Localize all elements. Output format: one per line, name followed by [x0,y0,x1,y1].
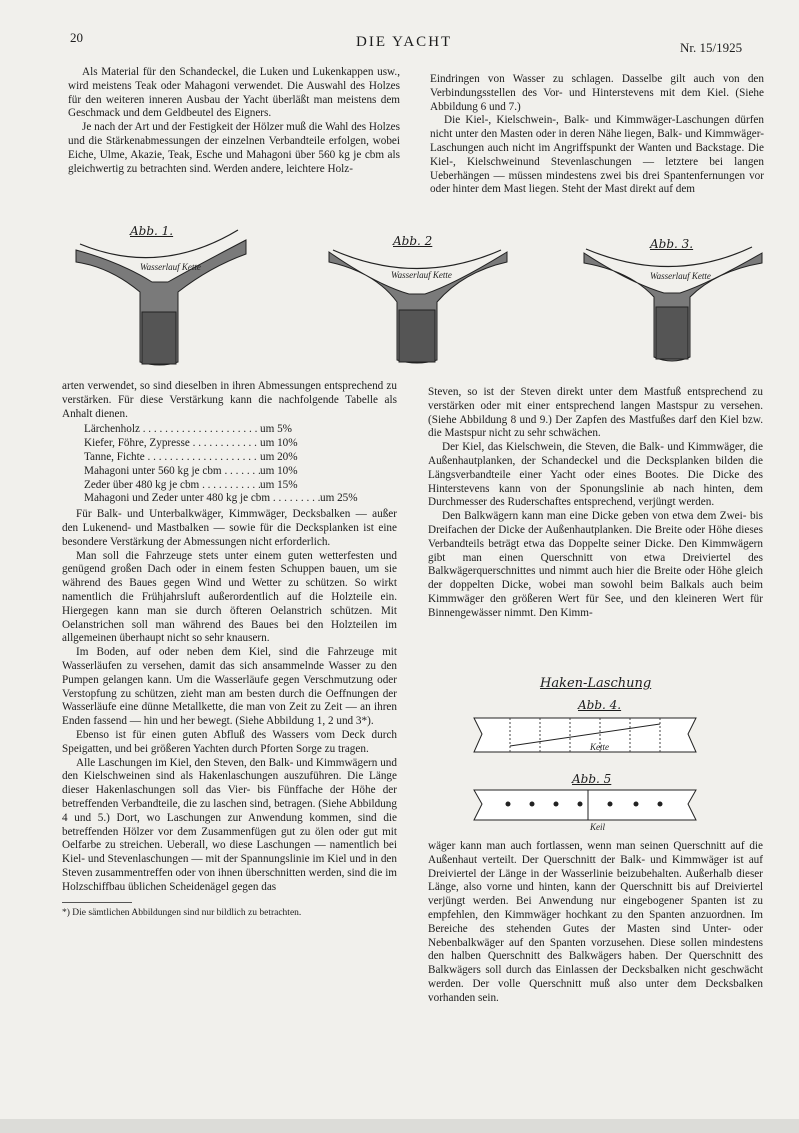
journal-title: DIE YACHT [356,34,453,50]
left-column [62,380,397,919]
figure-2 [325,232,510,382]
footnote-divider [62,902,132,903]
table-row [84,423,397,437]
wood-name: Mahagoni unter 560 kg je cbm . . . [84,465,260,479]
paragraph: Ebenso ist für einen guten Abfluß des Wassers vom Deck durch Speigatten, und bei größeren Yachten durch Pforten Sorge zu tragen. [62,728,397,755]
paragraph: Die Kiel-, Kielschwein-, Balk- und Kimmwäger-Laschungen dürfen nicht unter den Masten oder in deren Nähe liegen, Balk- und Kimmwäger-Laschungen auch nicht im Angriffspunkt der Wanten und Backstage. Die Kiel-, Kielschweinund Stevenlaschungen — letztere bei langen Ueberhängen — müssen mindestens zwei bis drei Spantenfernungen vor oder hinter dem Mast liegen. Steht der Mast direkt auf dem [430,114,764,196]
keel-section-drawing [580,235,765,385]
right-column [428,386,763,621]
figure-4-label: Abb. 4. [578,698,622,712]
paragraph: Man soll die Fahrzeuge stets unter einem guten wetterfesten und genügend großen Dach oder in einem festen Schuppen bauen, um sie während des Baues gegen Wind und Wetter zu schützen. So wirkt namentlich die Frühjahrsluft außerordentlich auf die Holzteile ein. Hiergegen kann man sie durch öfteren Oelanstrich schützen. Mit Oelanstrichen soll man während des Baues bei den Holzteilen im allgemeinen überhaupt nicht so sehr knausern. [62,549,397,645]
paragraph: Eindringen von Wasser zu schlagen. Dasselbe gilt auch von den Verbindungsstellen des Vor- und Hinterstevens mit dem Kiel. (Siehe Abbildung 6 und 7.) [430,73,764,113]
wood-name: Kiefer, Föhre, Zypresse . . . [84,437,260,451]
reinforcement-value: um 10% [260,464,298,477]
wood-name: Mahagoni und Zeder unter 480 kg je cbm . . . [84,492,320,506]
figure-5-label: Abb. 5 [572,772,612,786]
reinforcement-value: um 20% [260,450,298,463]
table-row [84,492,397,506]
table-row [84,479,397,493]
paragraph: Der Kiel, das Kielschwein, die Steven, die Balk- und Kimmwäger, die Außenhautplanken, der Schandeckel und die Decksplanken bilden die Längsverbandteile einer Yacht oder eines Bootes. Die Dicke des Hinterstevens kann von der Sponungslinie ab nach hinten, dem Durchmesser des Ruderschaftes entsprechend, verjüngt werden. [428,441,763,509]
page-edge [0,1119,799,1133]
paragraph: Steven, so ist der Steven direkt unter dem Mastfuß entsprechend zu verstärken oder mit einer entsprechend langen Mastspur zu versehen. (Siehe Abbildung 8 und 9.) Der Zapfen des Mastfußes darf den Kiel bzw. die Mastspur nicht zu sehr schwächen. [428,386,763,440]
page-number: 20 [70,30,83,45]
figure-2-annotation: Wasserlauf Kette [391,270,452,280]
paragraph: Je nach der Art und der Festigkeit der Hölzer muß die Wahl des Holzes und die Stärkenabmessungen der einzelnen Verbandteile erfolgen, wobei Eiche, Ulme, Akazie, Teak, Esche und Mahagoni über 560 kg je cbm als gleichwertig zu betrachten sind. Werden andere, leichtere Holz- [68,121,400,175]
footnote: *) Die sämtlichen Abbildungen sind nur bildlich zu betrachten. [62,908,302,919]
figure-3-annotation: Wasserlauf Kette [650,271,711,281]
paragraph: Für Balk- und Unterbalkwäger, Kimmwäger, Decksbalken — außer den Lukenend- und Mastbalken — sowie für die Decksplanken ist eine besondere Verstärkung der Abmessungen nicht erforderlich. [62,508,397,548]
paragraph: Im Boden, auf oder neben dem Kiel, sind die Fahrzeuge mit Wasserläufen zu versehen, damit das sich ansammelnde Wasser zu den Pumpen gelangen kann. Um die Wasserläufe gegen Verschmutzung oder Verstopfung zu schützen, zieht man am besten durch die Oeffnungen der Wasserläufe eine dünne Metallkette, die man von Zeit zu Zeit — an ihren Enden fassend — hin und her bewegt. (Siehe Abbildung 1, 2 und 3*). [62,646,397,728]
figure-3 [580,235,765,385]
reinforcement-value: um 10% [260,437,298,450]
wood-reinforcement-table [84,423,397,506]
wood-name: Tanne, Fichte . . . [84,451,260,465]
figure-haken-laschung [470,672,710,837]
table-row [84,437,397,451]
paragraph: Alle Laschungen im Kiel, den Steven, den Balk- und Kimmwägern und den Kielschweinen sind als Hakenlaschungen auszuführen. Die Länge dieser Hakenlaschungen soll das Vier- bis Fünffache der Höhe der betreffenden Verbandteile, die zu laschen sind, betragen. (Siehe Abbildung 4 und 5.) Dort, wo Laschungen zur Anwendung kommen, sind die betreffenden Hölzer vor dem Zusammenfügen gut zu ölen oder gut mit Oelfarbe zu streichen. Ueberall, wo diese Laschungen — namentlich bei Kiel- und Stevenlaschungen — mit der Spannungslinie im Kiel und in den Steven zusammentreffen oder von ihnen überschnitten werden, sind die im Holzschiffbau üblichen Scheidenägel gegen das [62,756,397,893]
table-row [84,451,397,465]
right-column-continued [428,840,763,1006]
wood-name: Zeder über 480 kg je cbm . . . [84,479,260,493]
paragraph: Den Balkwägern kann man eine Dicke geben von etwa dem Zwei- bis Dreifachen der Dicke der Außenhautplanken. Die Breite oder Höhe dieses Verbandteils beträgt etwa das Doppelte seiner Dicke. Den Kimmwägern gibt man einen Querschnitt von etwa Dreiviertel des Balkwägerquerschnittes und nimmt auch hier die Breite oder Höhe gleich der doppelten Dicke, wobei man sowohl beim Balkals auch beim Kimmwäger den größeren Wert für See, und den kleineren Wert für Binnengewässer nimmt. Den Kimm- [428,510,763,619]
keel-section-drawing [325,232,510,382]
figure-3-label: Abb. 3. [650,237,694,251]
top-left-column [68,66,400,176]
figure-5-annotation: Keil [590,822,605,832]
top-right-column [430,73,764,197]
figure-title: Haken-Laschung [540,676,652,691]
reinforcement-value: um 15% [260,478,298,491]
figure-2-label: Abb. 2 [393,234,433,248]
figure-1 [70,222,250,382]
keel-section-drawing [70,222,250,382]
reinforcement-value: um 5% [260,423,293,436]
reinforcement-value: um 25% [320,492,358,505]
figure-4-annotation: Kette [590,742,609,752]
paragraph: Als Material für den Schandeckel, die Luken und Lukenkappen usw., wird meistens Teak oder Mahagoni verwendet. Die Auswahl des Holzes für den weiteren inneren Ausbau der Yacht überläßt man meistens dem Geschmack und dem Geldbeutel des Eigners. [68,66,400,120]
figure-1-label: Abb. 1. [130,224,174,238]
paragraph: wäger kann man auch fortlassen, wenn man seinen Querschnitt auf die Außenhaut verteilt. Der Querschnitt der Balk- und Kimmwäger ist auf Dreiviertel der Länge in der Wasserlinie beizubehalten. Außerhalb dieser Länge, also vorne und hinten, kann der Querschnitt bis auf Dreiviertel verjüngt werden. Bei Anwendung nur eingebogener Spanten ist zu empfehlen, den Kimmwäger hochkant zu den Spanten anzuordnen. Im Bereiche des stehenden Gutes der Masten sind Unter- oder Nebenbalkwäger auf den Spanten vorzusehen. Diese sollen mindestens den halben Querschnitt des Balkwägers haben. Der Querschnitt des Balkwägers soll durch das Einlassen der Decksbalken nicht geschwächt werden. Der volle Querschnitt muß also unter dem Decksbalken vorhanden sein. [428,840,763,1004]
figure-1-annotation: Wasserlauf Kette [140,262,201,272]
paragraph: arten verwendet, so sind dieselben in ihren Abmessungen entsprechend zu verstärken. Für diese Verstärkung kann die nachfolgende Tabelle als Anhalt dienen. [62,380,397,420]
issue-number: Nr. 15/1925 [680,40,743,55]
table-row [84,465,397,479]
wood-name: Lärchenholz . . . [84,423,260,437]
